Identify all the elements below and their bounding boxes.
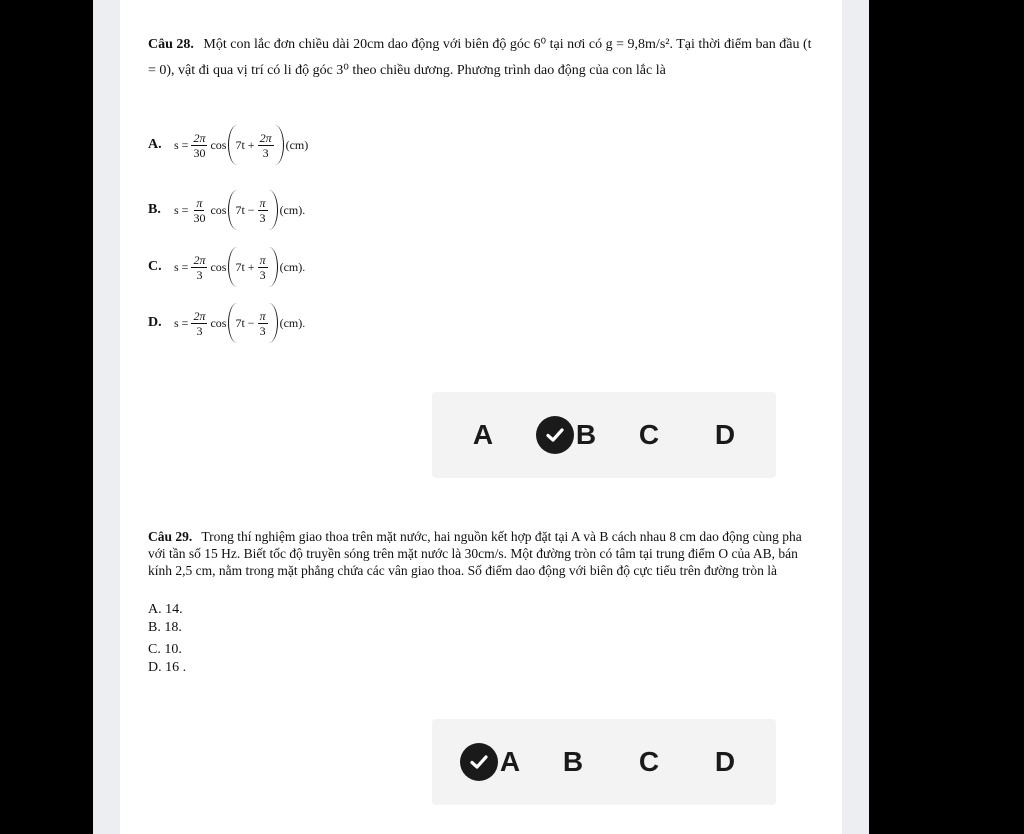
question-28 xyxy=(148,32,813,84)
q28-answer-selector xyxy=(432,392,776,478)
cos-label: cos xyxy=(210,202,227,217)
denominator: 3 xyxy=(196,323,203,338)
formula-prefix: s = xyxy=(174,259,189,274)
question-29-text: Trong thí nghiệm giao thoa trên mặt nước, hai nguồn kết hợp đặt tại A và B cách nhau 8 cm dao động cùng pha với tần số 15 Hz. Biết tốc độ truyền sóng trên mặt nước là 30cm/s. Một đường tròn có tâm tại trung điểm O của AB, bán kính 2,5 cm, nằm trong mặt phẳng chứa các vân giao thoa. Số điểm dao động với biên độ cực tiểu trên đường tròn là xyxy=(148,529,802,578)
inner-term: 7t + xyxy=(235,259,255,274)
unit: (cm). xyxy=(279,202,306,217)
fraction xyxy=(258,131,274,160)
formula xyxy=(174,125,308,165)
q28-choice-c[interactable]: C xyxy=(638,419,660,450)
q29-choice-c[interactable]: C xyxy=(638,746,660,777)
unit: (cm). xyxy=(279,259,306,274)
q28-option-c xyxy=(148,242,305,292)
fraction xyxy=(191,253,207,282)
choice-label: B xyxy=(575,419,597,450)
numerator: 2π xyxy=(193,130,206,145)
denominator: 3 xyxy=(196,267,203,282)
fraction xyxy=(191,196,207,225)
q29-option-d: D. 16 . xyxy=(148,660,187,675)
formula-prefix: s = xyxy=(174,202,189,217)
inner-term: 7t − xyxy=(235,315,255,330)
cos-label: cos xyxy=(210,315,227,330)
option-letter: D. xyxy=(148,315,162,330)
inner-term: 7t + xyxy=(235,137,255,152)
paren-group xyxy=(228,247,277,287)
paren-group xyxy=(228,125,283,165)
cos-label: cos xyxy=(210,259,227,274)
option-letter: A. xyxy=(148,137,162,152)
formula xyxy=(174,247,305,287)
left-margin xyxy=(93,0,120,834)
question-28-label: Câu 28. xyxy=(148,37,194,52)
q29-answer-selector xyxy=(432,719,776,805)
q28-option-d xyxy=(148,298,305,348)
paren-group xyxy=(228,190,277,230)
denominator: 30 xyxy=(193,145,206,160)
denominator: 3 xyxy=(259,267,266,282)
inner-term: 7t − xyxy=(235,202,255,217)
denominator: 30 xyxy=(193,210,206,225)
fraction xyxy=(258,309,268,338)
q29-option-c: C. 10. xyxy=(148,642,182,657)
formula-prefix: s = xyxy=(174,137,189,152)
numerator: 2π xyxy=(259,130,272,145)
formula-prefix: s = xyxy=(174,315,189,330)
option-letter: B. xyxy=(148,202,161,217)
q29-option-a: A. 14. xyxy=(148,602,183,617)
right-margin xyxy=(842,0,869,834)
question-28-text: Một con lắc đơn chiều dài 20cm dao động với biên độ góc 6⁰ tại nơi có g = 9,8m/s². Tại thời điểm ban đầu (t = 0), vật đi qua vị trí có li độ góc 3⁰ theo chiều dương. Phương trình dao động của con lắc là xyxy=(148,37,812,78)
fraction xyxy=(191,131,207,160)
denominator: 3 xyxy=(259,210,266,225)
numerator: 2π xyxy=(193,308,206,323)
q28-option-a xyxy=(148,120,308,170)
q29-option-b: B. 18. xyxy=(148,620,182,635)
q28-choice-d[interactable]: D xyxy=(714,419,736,450)
formula xyxy=(174,303,305,343)
formula xyxy=(174,190,305,230)
numerator: 2π xyxy=(193,252,206,267)
cos-label: cos xyxy=(210,137,227,152)
q29-choice-a[interactable] xyxy=(445,743,535,781)
option-letter: C. xyxy=(148,259,162,274)
fraction xyxy=(258,253,268,282)
choice-label: A xyxy=(499,746,521,777)
check-circle-icon xyxy=(536,416,574,454)
document-page xyxy=(120,0,842,834)
numerator: π xyxy=(259,308,266,323)
unit: (cm). xyxy=(279,315,306,330)
unit: (cm) xyxy=(285,137,309,152)
numerator: π xyxy=(259,252,266,267)
fraction xyxy=(191,309,207,338)
q28-choice-a[interactable]: A xyxy=(472,419,494,450)
denominator: 3 xyxy=(259,323,266,338)
check-circle-icon xyxy=(460,743,498,781)
q29-choice-d[interactable]: D xyxy=(714,746,736,777)
numerator: π xyxy=(259,195,266,210)
question-29 xyxy=(148,528,813,579)
q28-option-b xyxy=(148,185,305,235)
numerator: π xyxy=(196,195,203,210)
question-29-label: Câu 29. xyxy=(148,529,193,544)
paren-group xyxy=(228,303,277,343)
denominator: 3 xyxy=(262,145,269,160)
q29-choice-b[interactable]: B xyxy=(562,746,584,777)
fraction xyxy=(258,196,268,225)
q28-choice-b[interactable] xyxy=(521,416,611,454)
